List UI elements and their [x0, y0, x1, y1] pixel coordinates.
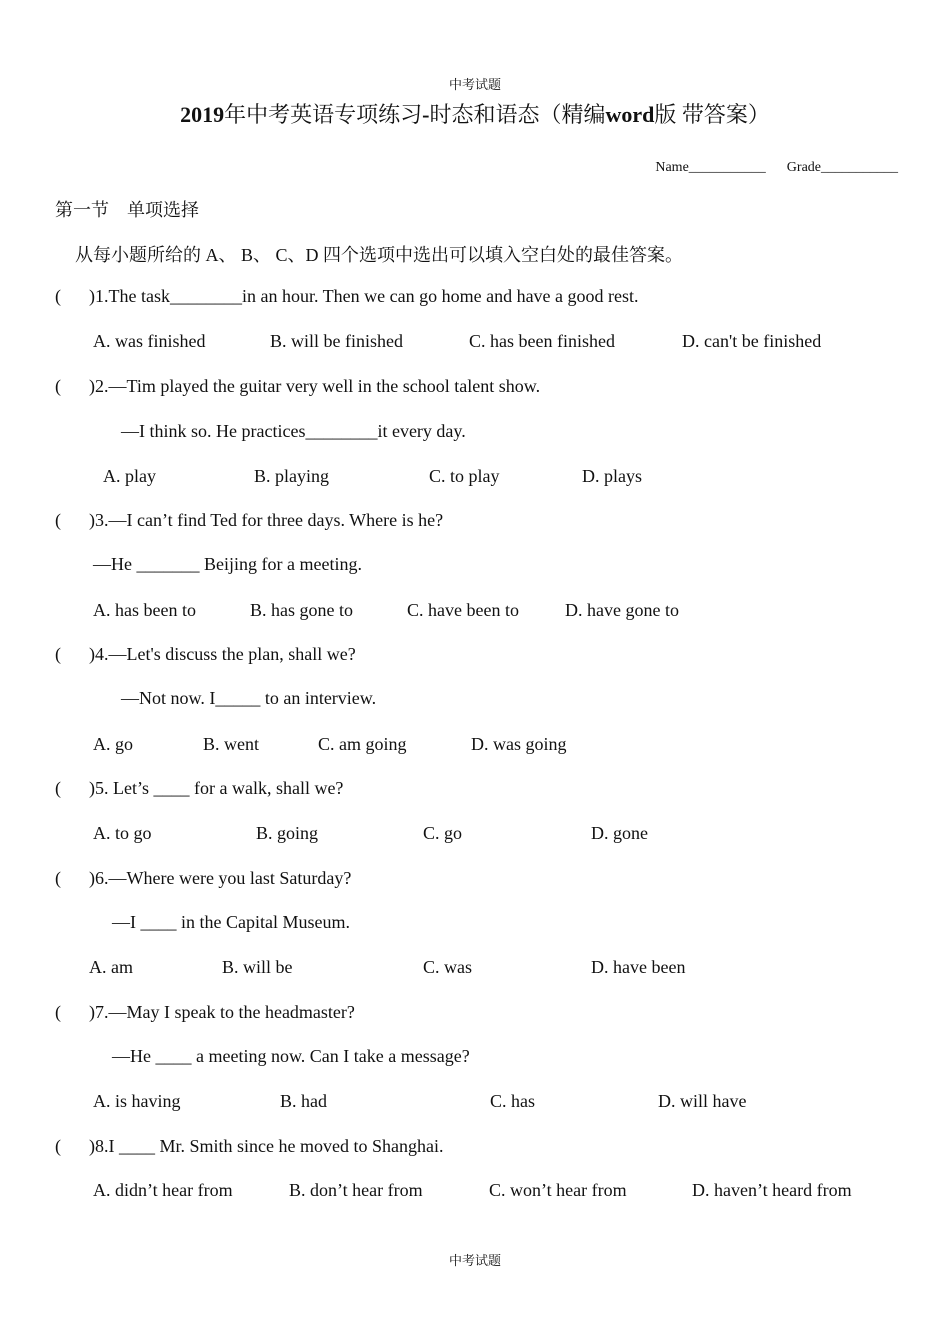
question-8: [55, 1136, 443, 1157]
name-grade-fields: [655, 160, 898, 176]
answer-paren: (: [55, 644, 61, 664]
q7-option-a: A. is having: [93, 1091, 181, 1111]
instructions: 从每小题所给的 A、 B、 C、D 四个选项中选出可以填入空白处的最佳答案。: [75, 245, 684, 265]
name-label: Name___________: [655, 160, 766, 175]
q7-reply: —He ____ a meeting now. Can I take a message?: [112, 1046, 470, 1066]
answer-paren: (: [55, 510, 61, 530]
q6-option-a: A. am: [89, 957, 133, 977]
q4-reply: —Not now. I_____ to an interview.: [121, 688, 377, 708]
title-part2: 时态和语态（精编: [429, 102, 606, 127]
question-5: [55, 778, 343, 799]
q8-option-c: C. won’t hear from: [489, 1180, 627, 1200]
q3-option-c: C. have been to: [407, 600, 519, 620]
answer-paren: (: [55, 286, 61, 306]
title-part3: 版 带答案）: [654, 102, 770, 127]
q1-option-d: D. can't be finished: [682, 331, 822, 351]
grade-label: Grade___________: [786, 160, 898, 175]
q2-option-c: C. to play: [429, 466, 500, 486]
document-title: [0, 98, 950, 129]
q3-option-a: A. has been to: [93, 600, 196, 620]
q2-option-d: D. plays: [582, 466, 642, 486]
q1-option-b: B. will be finished: [270, 331, 403, 351]
q2-option-a: A. play: [103, 466, 156, 486]
question-stem: )1.The task________in an hour. Then we can go home and have a good rest.: [89, 286, 639, 306]
q3-reply: —He _______ Beijing for a meeting.: [93, 554, 362, 574]
question-3: [55, 510, 443, 531]
q8-option-d: D. haven’t heard from: [692, 1180, 852, 1200]
question-stem: )4.—Let's discuss the plan, shall we?: [89, 644, 356, 664]
q1-option-c: C. has been finished: [469, 331, 615, 351]
question-stem: )8.I ____ Mr. Smith since he moved to Shanghai.: [89, 1136, 444, 1156]
q7-option-b: B. had: [280, 1091, 327, 1111]
q4-option-d: D. was going: [471, 734, 567, 754]
question-4: [55, 644, 356, 665]
q5-option-c: C. go: [423, 823, 463, 843]
q6-option-d: D. have been: [591, 957, 686, 977]
question-stem: )2.—Tim played the guitar very well in the school talent show.: [89, 376, 541, 396]
q6-option-c: C. was: [423, 957, 472, 977]
title-word: word: [605, 102, 655, 127]
page-header-note: 中考试题: [448, 77, 501, 92]
answer-paren: (: [55, 778, 61, 798]
q2-option-b: B. playing: [254, 466, 329, 486]
question-stem: )5. Let’s ____ for a walk, shall we?: [89, 778, 344, 798]
answer-paren: (: [55, 1136, 61, 1156]
q7-option-c: C. has: [490, 1091, 535, 1111]
question-stem: )3.—I can’t find Ted for three days. Where is he?: [89, 510, 444, 530]
q3-option-d: D. have gone to: [565, 600, 679, 620]
question-stem: )6.—Where were you last Saturday?: [89, 868, 352, 888]
question-2: [55, 376, 540, 397]
q4-option-c: C. am going: [318, 734, 407, 754]
q5-option-b: B. going: [256, 823, 319, 843]
q6-option-b: B. will be: [222, 957, 293, 977]
answer-paren: (: [55, 868, 61, 888]
question-1: [55, 286, 639, 307]
title-part1: 年中考英语专项练习: [224, 102, 423, 127]
q4-option-b: B. went: [203, 734, 259, 754]
q5-option-d: D. gone: [591, 823, 648, 843]
section-title: 第一节 单项选择: [55, 200, 199, 220]
q6-reply: —I ____ in the Capital Museum.: [112, 912, 350, 932]
question-7: [55, 1002, 355, 1023]
title-year: 2019: [180, 102, 225, 127]
q5-option-a: A. to go: [93, 823, 152, 843]
q2-reply: —I think so. He practices________it every day.: [121, 421, 466, 441]
q4-option-a: A. go: [93, 734, 133, 754]
question-6: [55, 868, 351, 889]
q8-option-a: A. didn’t hear from: [93, 1180, 233, 1200]
question-stem: )7.—May I speak to the headmaster?: [89, 1002, 355, 1022]
q1-option-a: A. was finished: [93, 331, 206, 351]
q7-option-d: D. will have: [658, 1091, 747, 1111]
title-dash: -: [422, 102, 430, 127]
answer-paren: (: [55, 1002, 61, 1022]
q8-option-b: B. don’t hear from: [289, 1180, 423, 1200]
answer-paren: (: [55, 376, 61, 396]
page-footer-note: 中考试题: [448, 1253, 501, 1268]
q3-option-b: B. has gone to: [250, 600, 353, 620]
